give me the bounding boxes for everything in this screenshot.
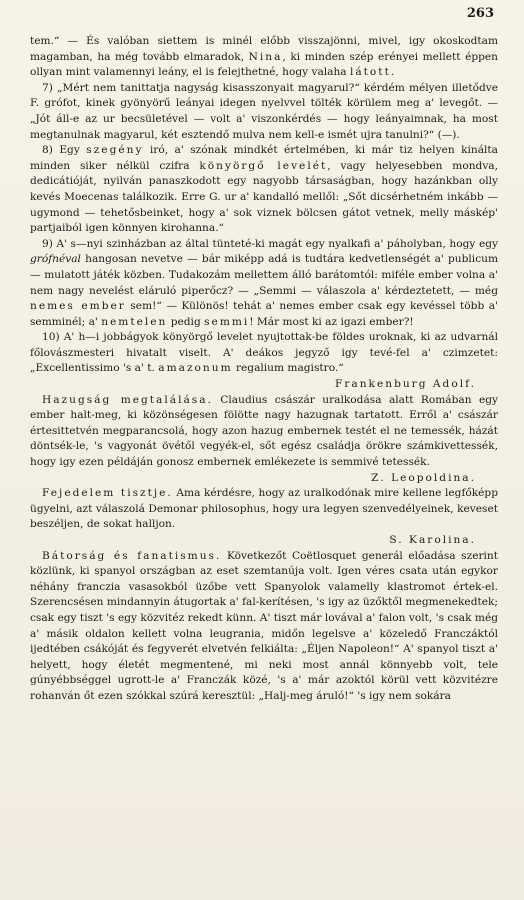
spaced-emphasis: semmi (204, 315, 250, 328)
section-paragraph (30, 549, 498, 705)
section-author: S. Karolina. (389, 534, 476, 546)
section-text: Következőt Coëtlosquet generál előadása szerint közlünk, ki spanyol országban az eset szemtanúja volt. Igen véres csata után egykor néhány franczia vasasokból üzőbe vett Spanyolok valamelly klastromot értek-el. Szerencsésen mindannyin átugortak a' fal-kerítésen, 's igy az üzőktől megmenekedtek; csak egy tiszt 's egy közvitéz rekedt künn. A' tiszt már lovával a' falon volt, 's csak még a' másik oldalon kellett volna leugrania, midőn legelsve a' közeledő Franczáktól ijedtében csákóját és fegyverét elvetvén felkiálta: „Éljen Napoleon!“ A' spanyol tiszt a' helyett, hogy életét megmentené, mi neki most annál könnyebb volt, tele gúnyébbséggel ugrott-le a' Franczák közé, 's a' már azoktól körül vett közvitézre rohanván őt ezen szókkal szúrá keresztül: „Halj-meg áruló!“ 's igy nem sokára (30, 549, 499, 702)
section-text: Ama kérdésre, hogy az uralkodónak mire kellene legfőképp ügyelni, azt válaszolá Demonar philosophus, hogy ura legyen szenvedélyeinek, keveset beszéljen, de sokat halljon. (30, 487, 498, 531)
paragraph (30, 330, 498, 377)
paragraph (30, 81, 498, 143)
spaced-emphasis: nemtelen (101, 315, 168, 328)
page-body (30, 34, 498, 705)
section-paragraph (30, 393, 498, 471)
spaced-emphasis: nemes ember (30, 300, 126, 313)
text-run: ! Már most ki az igazi ember?! (249, 315, 414, 328)
text-run: , ki minden szép erényei mellett éppen ollyan mint valamennyi leány, el is felejthetné, hogy valaha (30, 50, 498, 79)
section-heading: Fejedelem tisztje. (42, 487, 173, 500)
paragraph (30, 143, 498, 237)
text-run: sem!“ — Különös! tehát a' nemes ember csak egy kevéssel több a' semminél; a' (30, 300, 498, 328)
paragraph (30, 34, 498, 81)
signature: Frankenburg Adolf. (335, 378, 476, 391)
text-run: 9) A' s—nyi szinházban az által tünteté-ki magát egy nyalkafi a' páholyban, hogy egy (42, 237, 498, 250)
spaced-emphasis: látott (349, 66, 391, 79)
text-run: , vagy helyesebben mondva, dedicátióját, nyilván panaszkodott egy nagyobb társaságban, hogy hazánkban olly kevés Moecenas találkozik. Erre G. ur a' kandalló mellől: „Sőt dicsérhetném inkább — ugymond — tehetősbeinket, hogy a' sok viznek bölcsen gátot vetnek, melly máskép' partjaiból igen könnyen kirohanna.“ (30, 159, 498, 235)
spaced-emphasis: Nina (248, 50, 283, 63)
text-run: 8) Egy (42, 144, 87, 157)
section-paragraph (30, 486, 498, 533)
text-run: iró, a' szónak mindkét értelmében, ki már tiz helyen kinálta minden siker nélkül czifra (30, 144, 498, 172)
text-run: . (390, 66, 395, 79)
text-run: regalium magistro.“ (232, 362, 344, 375)
page-number: 263 (466, 6, 494, 21)
text-run: tem.“ — És valóban siettem is minél előbb visszajönni, mivel, igy okoskodtam magamban, ha még tovább elmaradok, (30, 35, 498, 63)
text-run: pedig (167, 315, 205, 328)
spaced-emphasis: amazonum (158, 362, 233, 375)
section-text: Claudius császár uralkodása alatt Romában egy ember halt-meg, ki közönségesen fölötte nagy hazugnak tartatott. Erről a' császár értesittetvén megparancsolá, hogy azon hazug embernek testét el ne temessék, házát döntsék-le, 's vagyonát övétől vegyék-el, sőt egész családja örökre számkivettessék, hogy igy ezen példáján gonosz embernek emlékezete is semmivé tetessék. (30, 393, 498, 469)
paragraph (30, 237, 498, 331)
section-heading: Hazugság megtalálása. (42, 393, 213, 406)
section-heading: Bátorság és fanatismus. (42, 549, 222, 562)
text-run: 7) „Mért nem tanittatja nagyság kisasszonyait magyarul?“ kérdém mélyen illetődve F. grófot, kinek gyönyörű leányai idegen nyelvvel tölték körülem meg a' levegőt. — „Jót áll-e az ur becsületével — volt a' viszonkérdés — hogy leányaimnak, ha most megtanulnak magyarul, két esztendő mulva nem kell-e ismét ujra tanulni?“ (—). (30, 81, 498, 141)
text-run: hangosan nevetve — bár miképp adá is tudtára kedvetlenségét a' publicum — mulatott játék közben. Tudakozám mellettem álló barátomtól: miféle ember volna a' nem nagy nevelést eláruló piperőcz? — „Semmi — válaszola a' kérdeztetett, — még (30, 253, 498, 297)
section-author: Z. Leopoldina. (371, 471, 476, 484)
emphasis: grófnéval (30, 253, 81, 266)
spaced-emphasis: szegény (86, 144, 144, 157)
text-run: 10) A' h—i jobbágyok könyörgő levelet nyujtottak-be földes uroknak, ki az udvarnál főlovászmesteri hivatalt viselt. A' deákos jegyző igy tevé-fel a' czimzetet: „Excellentissimo 's a' t. (30, 331, 498, 375)
spaced-emphasis: könyörgő levelét (199, 159, 328, 172)
